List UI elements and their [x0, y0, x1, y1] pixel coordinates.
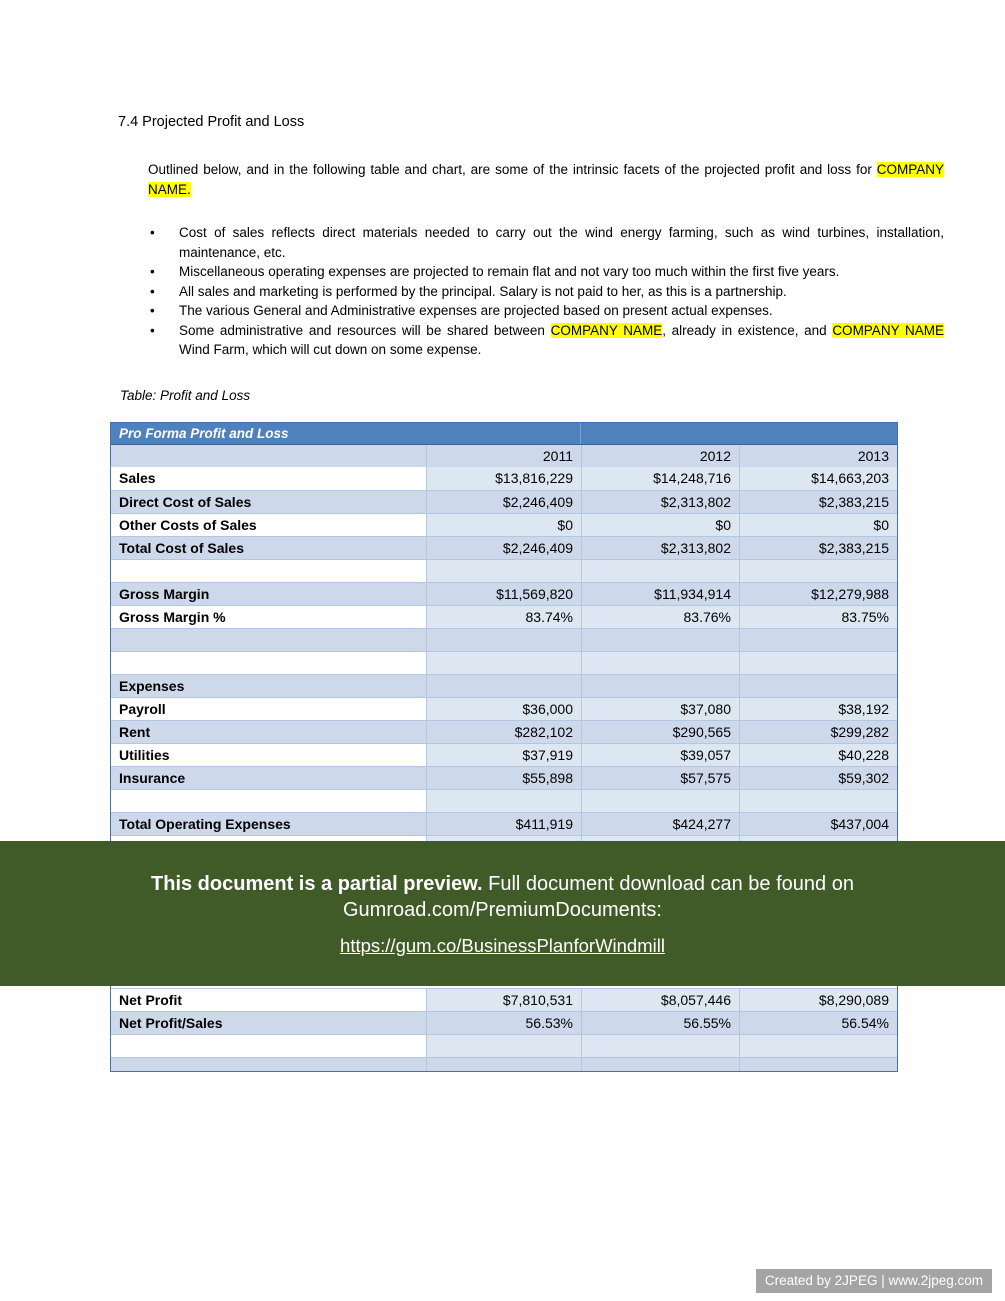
row-label: Rent: [111, 721, 426, 743]
bullet-text: Cost of sales reflects direct materials needed to carry out the wind energy farming, such as wind turbines, installation, maintenance, etc.: [179, 225, 944, 260]
company-name-highlight: COMPANY NAME: [550, 322, 663, 338]
row-value: [426, 560, 581, 582]
year-column-2012: 2012: [581, 445, 739, 467]
watermark-credit: Created by 2JPEG | www.2jpeg.com: [756, 1269, 992, 1293]
row-value: [739, 1035, 897, 1057]
row-value: $37,919: [426, 744, 581, 766]
row-value: $13,816,229: [426, 467, 581, 490]
year-column-2011: 2011: [426, 445, 581, 467]
row-value: [426, 629, 581, 651]
row-value: $0: [426, 514, 581, 536]
row-value: $7,810,531: [426, 989, 581, 1011]
table-row: [111, 988, 897, 1011]
row-value: [739, 1058, 897, 1071]
row-value: [426, 652, 581, 674]
row-value: [581, 652, 739, 674]
table-row: [111, 1057, 897, 1071]
row-value: $0: [739, 514, 897, 536]
row-label: Payroll: [111, 698, 426, 720]
row-value: 56.53%: [426, 1012, 581, 1034]
table-header: [111, 423, 897, 445]
bullet-item: [148, 321, 944, 360]
row-value: $2,383,215: [739, 537, 897, 559]
row-value: $424,277: [581, 813, 739, 835]
bullet-text: Wind Farm, which will cut down on some expense.: [179, 342, 482, 357]
row-value: $411,919: [426, 813, 581, 835]
row-value: $59,302: [739, 767, 897, 789]
bullet-icon: •: [150, 322, 155, 338]
row-label: [111, 1058, 426, 1071]
section-heading: 7.4 Projected Profit and Loss: [118, 114, 305, 130]
intro-paragraph: [148, 160, 944, 199]
table-row: [111, 674, 897, 697]
table-row: [111, 559, 897, 582]
row-label: Insurance: [111, 767, 426, 789]
row-value: $37,080: [581, 698, 739, 720]
row-value: $437,004: [739, 813, 897, 835]
row-value: $40,228: [739, 744, 897, 766]
row-label: [111, 652, 426, 674]
bullet-icon: •: [150, 303, 155, 318]
row-label: Total Operating Expenses: [111, 813, 426, 835]
row-label: Gross Margin %: [111, 606, 426, 628]
row-label: Direct Cost of Sales: [111, 491, 426, 513]
table-row: [111, 1011, 897, 1034]
table-row: [111, 513, 897, 536]
row-label: Net Profit: [111, 989, 426, 1011]
table-row: [111, 651, 897, 674]
row-value: [581, 675, 739, 697]
table-header-spacer: [581, 423, 897, 444]
years-row: [111, 445, 897, 467]
table-caption: Table: Profit and Loss: [120, 387, 251, 403]
row-value: 56.54%: [739, 1012, 897, 1034]
row-value: [581, 629, 739, 651]
row-value: 56.55%: [581, 1012, 739, 1034]
row-value: $2,246,409: [426, 491, 581, 513]
table-row: [111, 467, 897, 490]
table-row: [111, 720, 897, 743]
row-value: $36,000: [426, 698, 581, 720]
row-value: [426, 675, 581, 697]
table-row: [111, 628, 897, 651]
row-value: $2,383,215: [739, 491, 897, 513]
row-value: [739, 629, 897, 651]
row-label: [111, 790, 426, 812]
banner-bold-text: This document is a partial preview.: [151, 872, 483, 895]
table-row: [111, 1034, 897, 1057]
table-row: [111, 743, 897, 766]
banner-download-link[interactable]: https://gum.co/BusinessPlanforWindmill: [340, 934, 665, 956]
row-value: $11,934,914: [581, 583, 739, 605]
row-value: [581, 560, 739, 582]
bullet-item: [148, 262, 944, 282]
year-column-2013: 2013: [739, 445, 897, 467]
table-row: [111, 536, 897, 559]
row-label: Expenses: [111, 675, 426, 697]
row-label: Other Costs of Sales: [111, 514, 426, 536]
row-value: [426, 1058, 581, 1071]
row-value: 83.75%: [739, 606, 897, 628]
bullet-text: Some administrative and resources will be shared between: [179, 322, 551, 338]
bullet-icon: •: [150, 283, 155, 299]
row-value: [739, 675, 897, 697]
row-value: $38,192: [739, 698, 897, 720]
row-value: $290,565: [581, 721, 739, 743]
row-value: [581, 1058, 739, 1071]
table-title: Pro Forma Profit and Loss: [111, 423, 581, 444]
preview-banner: [0, 841, 1005, 986]
bullet-icon: •: [150, 264, 155, 279]
bullet-item: [148, 301, 944, 321]
row-value: [739, 652, 897, 674]
row-value: $2,246,409: [426, 537, 581, 559]
row-value: $39,057: [581, 744, 739, 766]
table-row: [111, 582, 897, 605]
row-label: [111, 560, 426, 582]
row-value: $11,569,820: [426, 583, 581, 605]
row-value: $55,898: [426, 767, 581, 789]
row-value: $12,279,988: [739, 583, 897, 605]
bullet-list: [148, 223, 944, 360]
bullet-item: [148, 223, 944, 262]
bullet-text: , already in existence, and: [662, 322, 833, 338]
bullet-icon: •: [150, 225, 155, 240]
intro-text: Outlined below, and in the following table and chart, are some of the intrinsic facets of the projected profit and loss for: [148, 162, 877, 177]
row-value: $14,248,716: [581, 467, 739, 490]
table-row: [111, 812, 897, 835]
bullet-text: The various General and Administrative expenses are projected based on present actual expenses.: [179, 303, 773, 318]
row-value: $299,282: [739, 721, 897, 743]
bullet-text: Miscellaneous operating expenses are projected to remain flat and not vary too much within the first five years.: [179, 264, 840, 279]
table-row: [111, 605, 897, 628]
row-value: [581, 790, 739, 812]
row-value: [581, 1035, 739, 1057]
bullet-item: [148, 282, 944, 302]
row-label: Sales: [111, 467, 426, 490]
banner-regular-text: Full document download can be found on Gumroad.com/PremiumDocuments:: [343, 872, 854, 921]
company-name-highlight: COMPANY NAME.: [148, 162, 944, 197]
table-row: [111, 789, 897, 812]
row-value: $8,290,089: [739, 989, 897, 1011]
row-label: Net Profit/Sales: [111, 1012, 426, 1034]
company-name-highlight: COMPANY NAME: [832, 322, 944, 338]
bullet-text: All sales and marketing is performed by the principal. Salary is not paid to her, as this is a partnership.: [179, 283, 787, 299]
row-value: [739, 790, 897, 812]
table-row: [111, 490, 897, 513]
row-value: 83.76%: [581, 606, 739, 628]
row-value: [426, 1035, 581, 1057]
row-value: $14,663,203: [739, 467, 897, 490]
row-label: [111, 1035, 426, 1057]
table-row: [111, 697, 897, 720]
row-value: [426, 790, 581, 812]
row-value: $0: [581, 514, 739, 536]
row-label: Gross Margin: [111, 583, 426, 605]
years-label-cell: [111, 445, 426, 467]
row-label: Total Cost of Sales: [111, 537, 426, 559]
row-label: Utilities: [111, 744, 426, 766]
row-value: $282,102: [426, 721, 581, 743]
row-value: $2,313,802: [581, 537, 739, 559]
row-value: $57,575: [581, 767, 739, 789]
row-value: 83.74%: [426, 606, 581, 628]
banner-text: [83, 871, 923, 923]
row-value: $2,313,802: [581, 491, 739, 513]
row-value: [739, 560, 897, 582]
row-value: $8,057,446: [581, 989, 739, 1011]
row-label: [111, 629, 426, 651]
table-row: [111, 766, 897, 789]
